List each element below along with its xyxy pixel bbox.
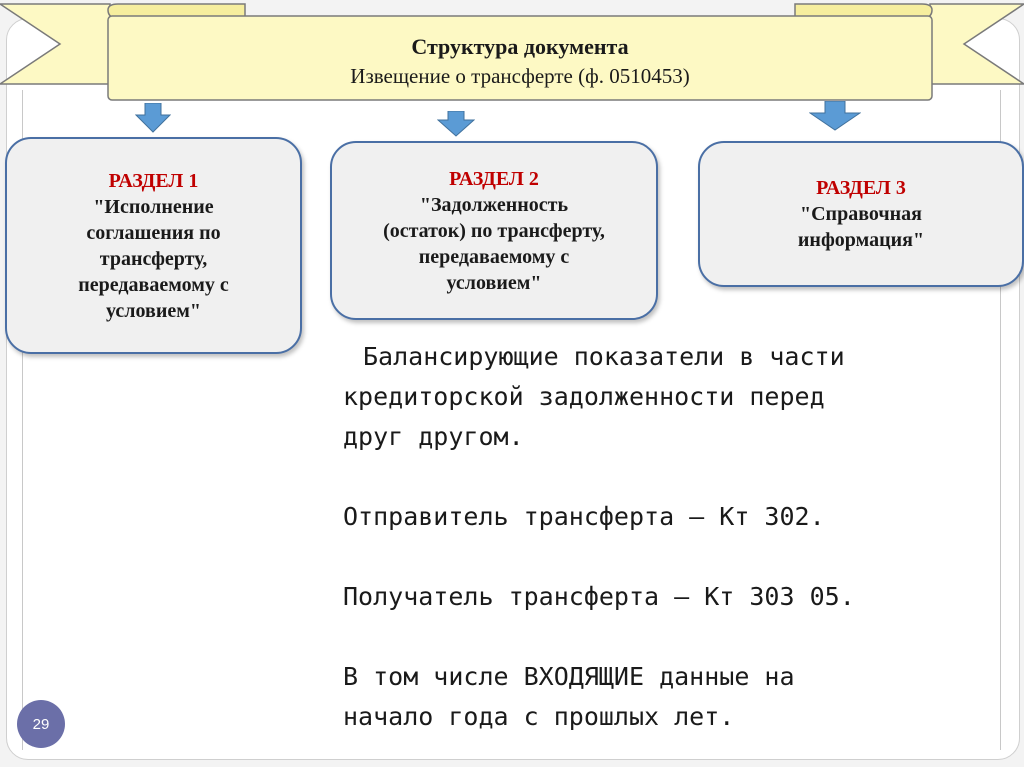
main-text-block bbox=[343, 337, 993, 737]
section-1-heading: РАЗДЕЛ 1 bbox=[108, 169, 199, 192]
balance-text-line-3: друг другом. bbox=[343, 422, 524, 451]
sender-text: Отправитель трансферта – Кт 302. bbox=[343, 502, 825, 531]
down-arrow-icon bbox=[809, 101, 861, 131]
section-1-box bbox=[5, 137, 302, 354]
down-arrow-icon bbox=[135, 103, 171, 133]
section-2-body: "Задолженность (остаток) по трансферту, передаваемому с условием" bbox=[383, 193, 605, 294]
incoming-text-line-1: В том числе ВХОДЯЩИЕ данные на bbox=[343, 662, 795, 691]
section-3-heading: РАЗДЕЛ 3 bbox=[816, 177, 906, 199]
incoming-text-line-2: начало года с прошлых лет. bbox=[343, 702, 735, 731]
section-2-heading: РАЗДЕЛ 2 bbox=[449, 167, 539, 190]
section-3-body: "Справочная информация" bbox=[797, 203, 925, 251]
balance-text-line-2: кредиторской задолженности перед bbox=[343, 382, 825, 411]
balance-text-line-1: Балансирующие показатели в части bbox=[363, 342, 845, 371]
section-1-body: "Исполнение соглашения по трансферту, передаваемому с условием" bbox=[78, 195, 229, 322]
down-arrow-icon bbox=[437, 111, 475, 137]
receiver-text: Получатель трансферта – Кт 303 05. bbox=[343, 582, 855, 611]
banner-title: Структура документа bbox=[411, 34, 629, 59]
page-number-badge: 29 bbox=[17, 700, 65, 748]
banner-subtitle: Извещение о трансферте (ф. 0510453) bbox=[350, 64, 690, 88]
section-2-box bbox=[330, 141, 658, 320]
section-3-box bbox=[698, 141, 1024, 287]
